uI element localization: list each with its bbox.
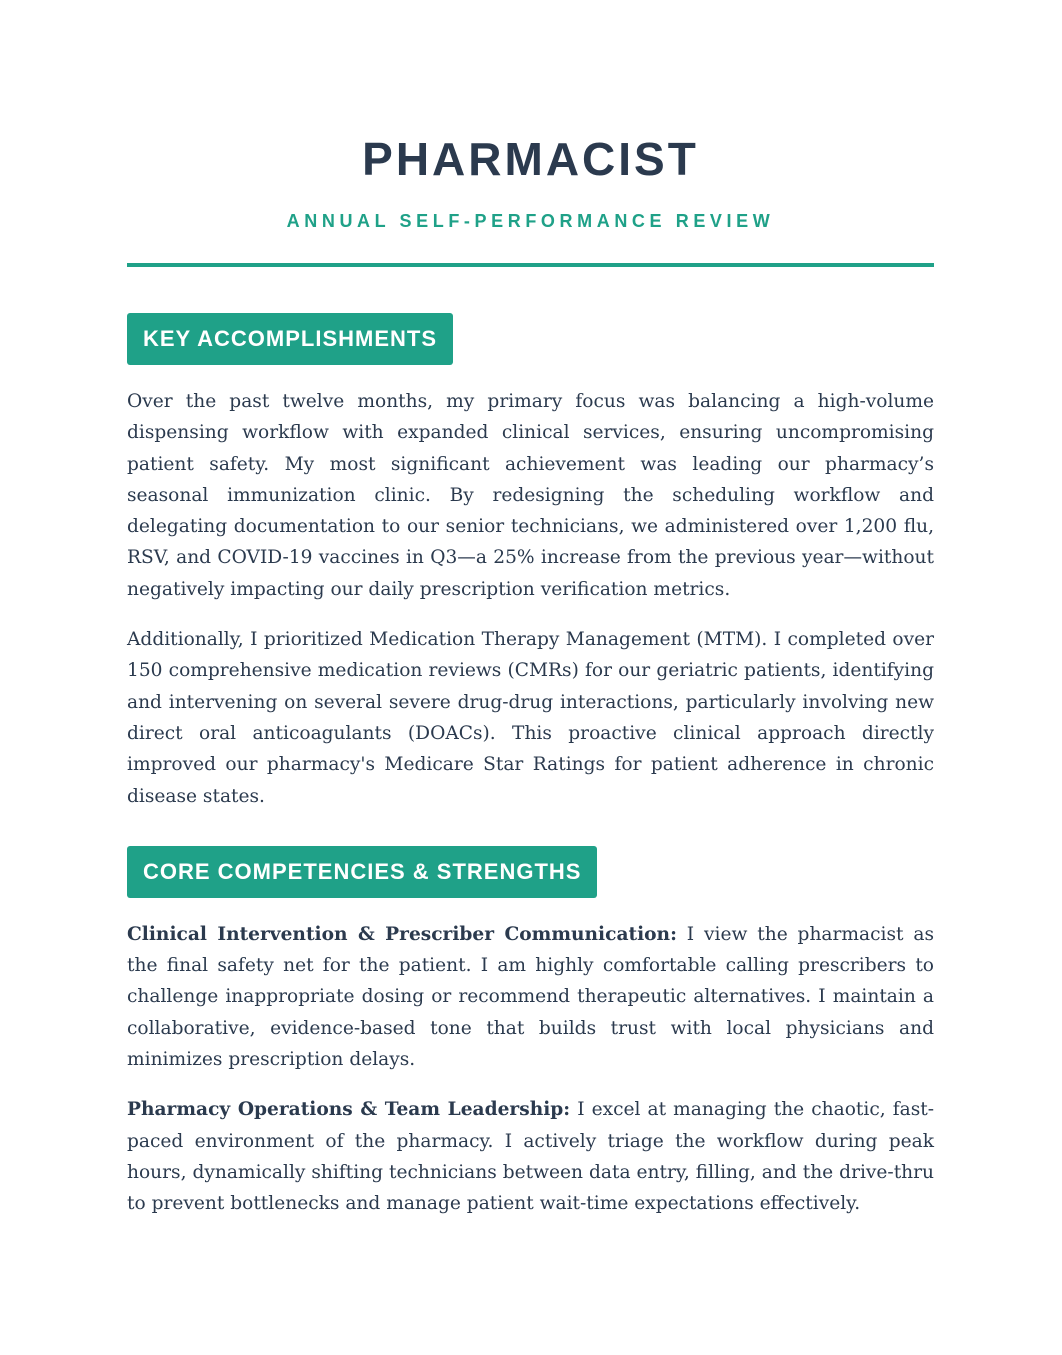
page-subtitle: ANNUAL SELF-PERFORMANCE REVIEW [286,211,775,231]
document-page [127,0,934,1220]
accomplishments-paragraph-1: Over the past twelve months, my primary focus was balancing a high-volume dispensing workflow with expanded clinical services, ensuring uncompromising patient safety. My most significant achievement was leading our pharmacy’s seasonal immunization clinic. By redesigning the scheduling workflow and delegating documentation to our senior technicians, we administered over 1,200 flu, RSV, and COVID-19 vaccines in Q3—a 25% increase from the previous year—without negatively impacting our daily prescription verification metrics. [127,391,934,600]
competency-text: I excel at managing the chaotic, fast-paced environment of the pharmacy. I actively triage the workflow during peak hours, dynamically shifting technicians between data entry, filling, and the drive-thru to prevent bottlenecks and manage patient wait-time expectations effectively. [127,1099,934,1215]
competency-label: Pharmacy Operations & Team Leadership: [127,1099,571,1121]
header-divider [127,263,934,267]
competency-clinical-intervention [127,919,934,1075]
competency-text: I view the pharmacist as the final safety net for the patient. I am highly comfortable calling prescribers to challenge inappropriate dosing or recommend therapeutic alternatives. I maintain a collaborative, evidence-based tone that builds trust with local physicians and minimizes prescription delays. [127,923,934,1071]
page-title: PHARMACIST [362,133,699,185]
section-heading-key-accomplishments: KEY ACCOMPLISHMENTS [127,313,453,365]
accomplishments-paragraph-2: Additionally, I prioritized Medication Therapy Management (MTM). I completed over 150 comprehensive medication reviews (CMRs) for our geriatric patients, identifying and intervening on several severe drug-drug interactions, particularly involving new direct oral anticoagulants (DOACs). This proactive clinical approach directly improved our pharmacy's Medicare Star Ratings for patient adherence in chronic disease states. [127,629,934,807]
section-heading-core-competencies: CORE COMPETENCIES & STRENGTHS [127,846,597,898]
competency-pharmacy-operations [127,1094,934,1219]
competency-label: Clinical Intervention & Prescriber Communication: [127,923,677,945]
